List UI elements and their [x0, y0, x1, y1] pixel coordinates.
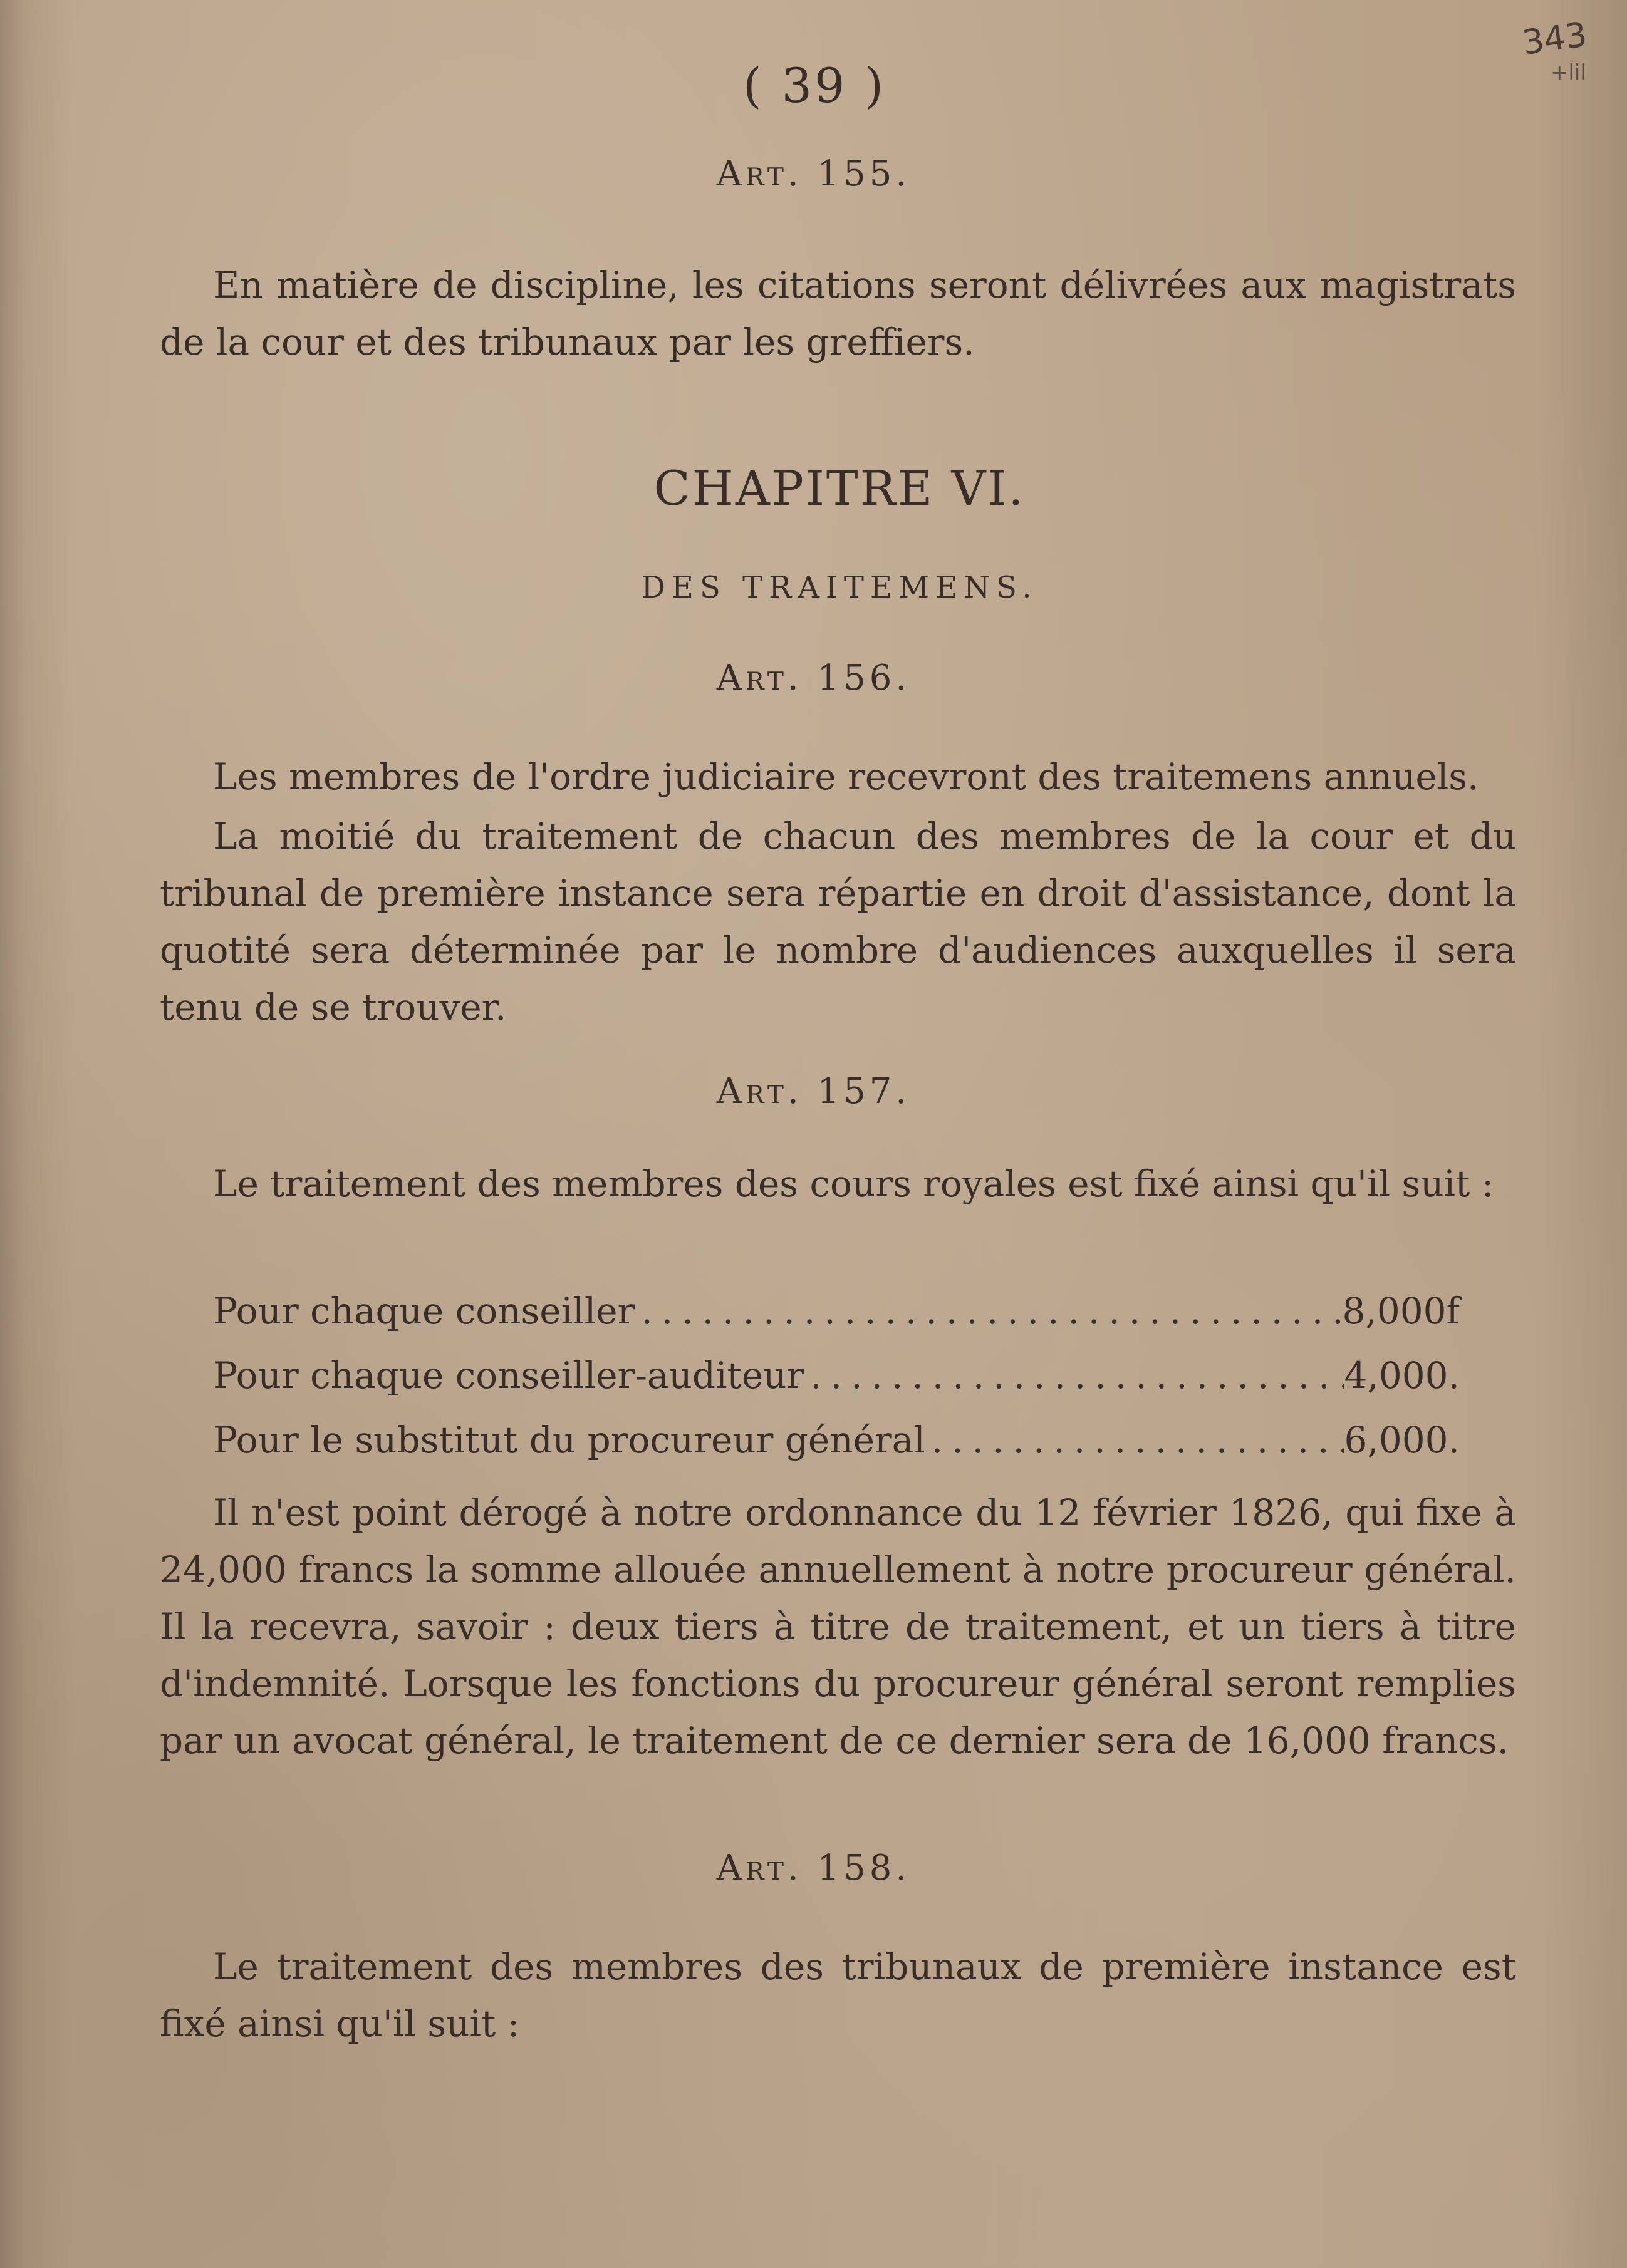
dot-leader — [804, 1345, 1344, 1406]
salary-row-substitut — [213, 1410, 1460, 1470]
article-156-para-1-content: Les membres de l'ordre judiciaire recevront des traitemens annuels. — [213, 755, 1479, 798]
article-155-heading: Art. 155. — [716, 153, 911, 194]
salary-row-conseiller — [213, 1281, 1460, 1341]
article-156-para-1 — [160, 748, 1516, 805]
page-number: ( 39 ) — [742, 58, 886, 113]
article-158-heading: Art. 158. — [716, 1848, 911, 1888]
article-155-text — [160, 257, 1516, 371]
dot-leader — [635, 1281, 1342, 1341]
article-156-heading: Art. 156. — [716, 658, 911, 698]
salary-amount: 4,000. — [1344, 1354, 1460, 1397]
article-157-intro-content: Le traitement des membres des cours royales est fixé ainsi qu'il suit : — [213, 1162, 1494, 1205]
salary-amount: 8,000f — [1342, 1290, 1460, 1332]
folio-annotation: +lil — [1551, 60, 1586, 85]
dot-leader — [925, 1410, 1344, 1470]
article-157-para — [160, 1484, 1516, 1769]
article-158-text — [160, 1939, 1516, 2053]
section-title: DES TRAITEMENS. — [641, 570, 1038, 605]
article-156-para-2 — [160, 808, 1516, 1036]
salary-label: Pour chaque conseiller — [213, 1290, 635, 1332]
chapter-title: CHAPITRE VI. — [653, 460, 1026, 516]
article-157-intro — [160, 1156, 1516, 1213]
salary-row-conseiller-auditeur — [213, 1345, 1460, 1406]
salary-label: Pour chaque conseiller-auditeur — [213, 1354, 804, 1397]
article-157-heading: Art. 157. — [716, 1071, 911, 1112]
salary-label: Pour le substitut du procureur général — [213, 1419, 925, 1461]
folio-number: 343 — [1520, 14, 1589, 63]
salary-amount: 6,000. — [1344, 1419, 1460, 1461]
article-157-para-content: Il n'est point dérogé à notre ordonnance du 12 février 1826, qui fixe à 24,000 francs la somme allouée annuellement à notre procureur général. Il la recevra, savoir : deux tiers à titre de traitement, et un tiers à titre d'indemnité. Lorsque les fonctions du procureur général seront remplies par un avocat général, le traitement de ce dernier sera de 16,000 francs. — [160, 1491, 1516, 1762]
article-158-text-content: Le traitement des membres des tribunaux de première instance est fixé ainsi qu'il suit : — [160, 1945, 1516, 2045]
article-156-para-2-content: La moitié du traitement de chacun des membres de la cour et du tribunal de première instance sera répartie en droit d'assistance, dont la quotité sera déterminée par le nombre d'audiences auxquelles il sera tenu de se trouver. — [160, 815, 1516, 1028]
article-155-text-content: En matière de discipline, les citations seront délivrées aux magistrats de la cour et des tribunaux par les greffiers. — [160, 264, 1516, 363]
